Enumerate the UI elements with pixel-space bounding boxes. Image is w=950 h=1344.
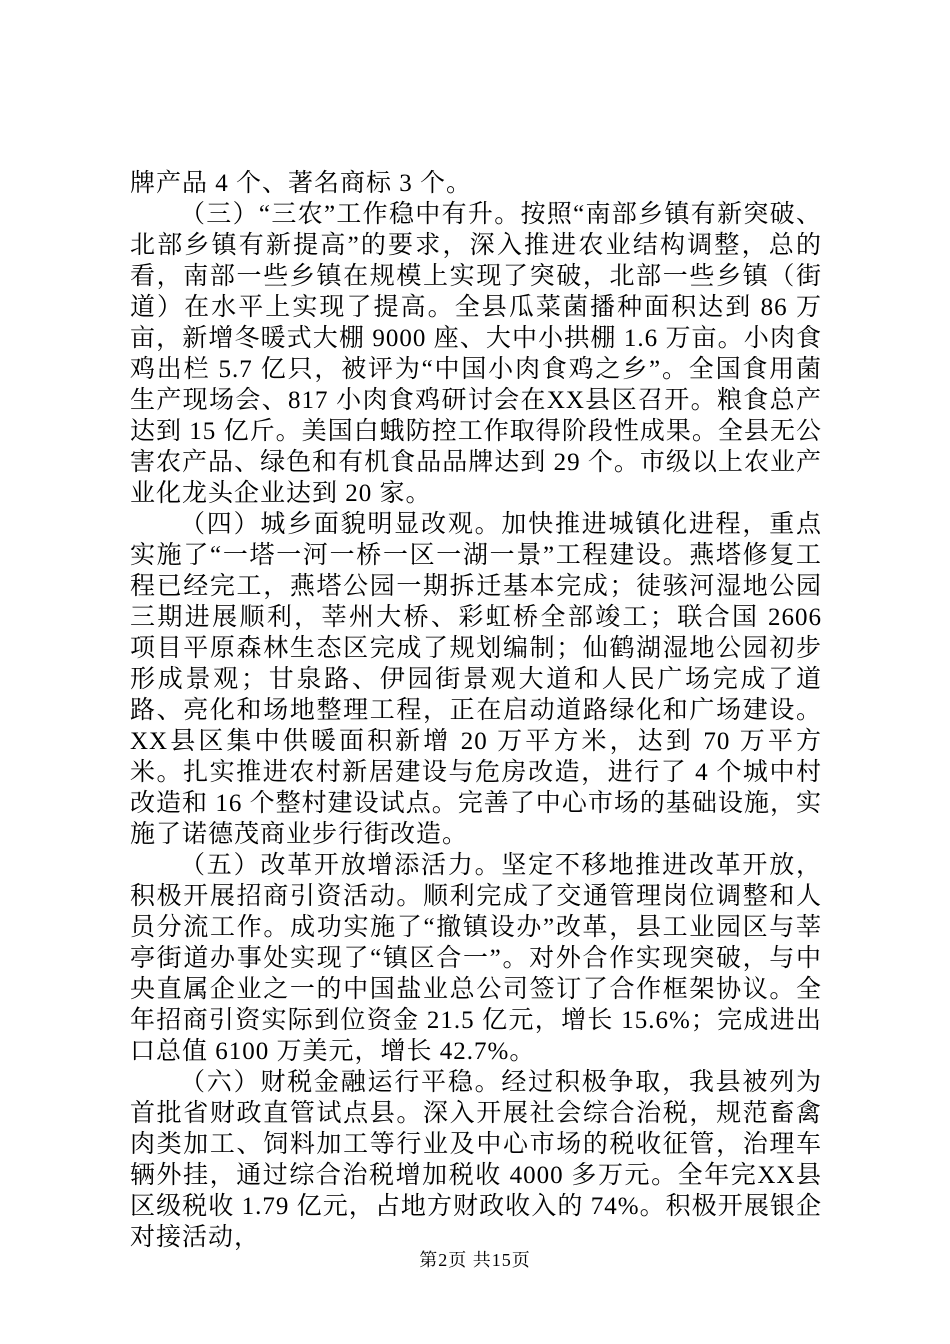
paragraph-section-five: （五）改革开放增添活力。坚定不移地推进改革开放，积极开展招商引资活动。顺利完成了交通管理岗位调整和人员分流工作。成功实施了“撤镇设办”改革，县工业园区与莘亭街道办事处实现了“镇区合一”。对外合作实现突破，与中央直属企业之一的中国盐业总公司签订了合作框架协议。全年招商引资实际到位资金 21.5 亿元，增长 15.6%；完成进出口总值 6100 万美元，增长 42.7%。	[130, 852, 822, 1065]
paragraph-section-six: （六）财税金融运行平稳。经过积极争取，我县被列为首批省财政直管试点县。深入开展社会综合治税，规范畜禽肉类加工、饲料加工等行业及中心市场的税收征管，治理车辆外挂，通过综合治税增加税收 4000 多万元。全年完XX县区级税收 1.79 亿元，占地方财政收入的 74%。积极开展银企对接活动，	[130, 1069, 822, 1251]
paragraph-section-four: （四）城乡面貌明显改观。加快推进城镇化进程，重点实施了“一塔一河一桥一区一湖一景”工程建设。燕塔修复工程已经完工，燕塔公园一期拆迁基本完成；徒骇河湿地公园三期进展顺利，莘州大桥、彩虹桥全部竣工；联合国 2606 项目平原森林生态区完成了规划编制；仙鹤湖湿地公园初步形成景观；甘泉路、伊园街景观大道和人民广场完成了道路、亮化和场地整理工程，正在启动道路绿化和广场建设。XX县区集中供暖面积新增 20 万平方米，达到 70 万平方米。扎实推进农村新居建设与危房改造，进行了 4 个城中村改造和 16 个整村建设试点。完善了中心市场的基础设施，实施了诺德茂商业步行街改造。	[130, 511, 822, 848]
page-number-footer: 第2页 共15页	[419, 1250, 531, 1270]
paragraph-section-three: （三）“三农”工作稳中有升。按照“南部乡镇有新突破、北部乡镇有新提高”的要求，深入推进农业结构调整，总的看，南部一些乡镇在规模上实现了突破，北部一些乡镇（街道）在水平上实现了提高。全县瓜菜菌播种面积达到 86 万亩，新增冬暖式大棚 9000 座、大中小拱棚 1.6 万亩。小肉食鸡出栏 5.7 亿只，被评为“中国小肉食鸡之乡”。全国食用菌生产现场会、817 小肉食鸡研讨会在XX县区召开。粮食总产达到 15 亿斤。美国白蛾防控工作取得阶段性成果。全县无公害农产品、绿色和有机食品品牌达到 29 个。市级以上农业产业化龙头企业达到 20 家。	[130, 201, 822, 507]
document-body	[130, 168, 822, 1253]
paragraph-continuation: 牌产品 4 个、著名商标 3 个。	[130, 170, 473, 197]
